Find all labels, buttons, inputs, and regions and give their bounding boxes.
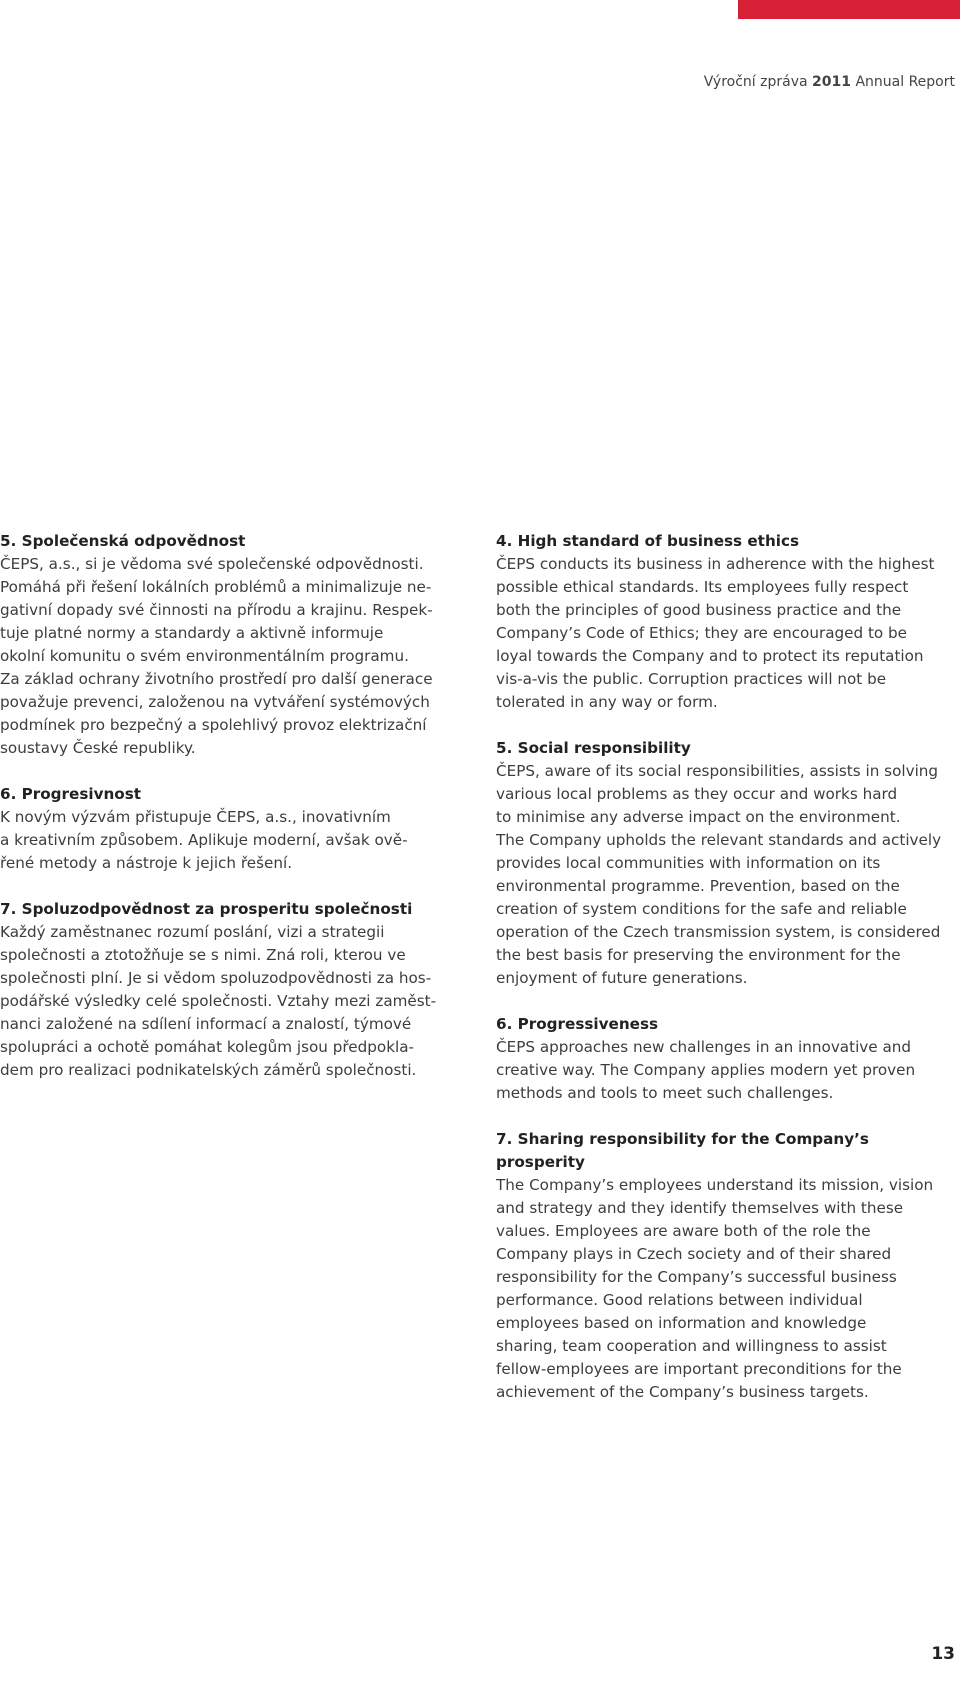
section-heading: 7. Spoluzodpovědnost za prosperitu společnosti: [0, 900, 413, 918]
cz-section-social-responsibility: [0, 530, 470, 760]
section-heading: 7. Sharing responsibility for the Company’s prosperity: [496, 1130, 869, 1171]
en-section-social-responsibility: [496, 737, 956, 990]
section-text: ČEPS conducts its business in adherence with the highest possible ethical standards. Its employees fully respect both the principles of good business practice and the Company’s Code of Ethics; they are encouraged to be loyal towards the Company and to protect its reputation vis-a-vis the public. Corruption practices will not be tolerated in any way or form.: [496, 555, 935, 711]
header-year: 2011: [812, 74, 852, 90]
en-section-shared-responsibility: [496, 1128, 956, 1404]
section-heading: 4. High standard of business ethics: [496, 532, 800, 550]
section-text: ČEPS, a.s., si je vědoma své společenské odpovědnosti. Pomáhá při řešení lokálních problémů a minimalizuje ne- gativní dopady své činnosti na přírodu a krajinu. Respek- tuje platné normy a standardy a aktivně informuje okolní komunitu o svém environmentálním programu. Za základ ochrany životního prostředí pro další generace považuje prevenci, založenou na vytváření systémových podmínek pro bezpečný a spolehlivý provoz elektrizační soustavy České republiky.: [0, 555, 433, 757]
czech-column: [0, 530, 470, 1105]
section-heading: 5. Social responsibility: [496, 739, 691, 757]
section-text: ČEPS, aware of its social responsibilities, assists in solving various local problems as they occur and works hard to minimise any adverse impact on the environment. The Company upholds the relevant standards and actively provides local communities with information on its environmental programme. Prevention, based on the creation of system conditions for the safe and reliable operation of the Czech transmission system, is considered the best basis for preserving the environment for the enjoyment of future generations.: [496, 762, 942, 987]
header-title-suffix: Annual Report: [855, 74, 955, 90]
en-section-progressiveness: [496, 1013, 956, 1105]
english-column: [496, 530, 956, 1427]
section-text: The Company’s employees understand its mission, vision and strategy and they identify themselves with these values. Employees are aware both of the role the Company plays in Czech society and of their shared responsibility for the Company’s successful business performance. Good relations between individual employees based on information and knowledge sharing, team cooperation and willingness to assist fellow-employees are important preconditions for the achievement of the Company’s business targets.: [496, 1176, 934, 1401]
section-text: Každý zaměstnanec rozumí poslání, vizi a strategii společnosti a ztotožňuje se s nimi. Zná roli, kterou ve společnosti plní. Je si vědom spoluzodpovědnosti za hos- podářské výsledky celé společnosti. Vztahy mezi zaměst- nanci založené na sdílení informací a znalostí, týmové spolupráci a ochotě pomáhat kolegům jsou předpokla- dem pro realizaci podnikatelských záměrů společnosti.: [0, 923, 437, 1079]
running-header: [704, 74, 955, 90]
page-number: 13: [931, 1644, 955, 1664]
cz-section-progressiveness: [0, 783, 470, 875]
section-text: K novým výzvám přistupuje ČEPS, a.s., inovativním a kreativním způsobem. Aplikuje moderní, avšak ově- řené metody a nástroje k jejich řešení.: [0, 808, 408, 872]
header-accent-bar: [738, 0, 960, 19]
section-heading: 6. Progressiveness: [496, 1015, 659, 1033]
header-title-prefix: Výroční zpráva: [703, 74, 808, 90]
cz-section-shared-responsibility: [0, 898, 470, 1082]
en-section-business-ethics: [496, 530, 956, 714]
section-text: ČEPS approaches new challenges in an innovative and creative way. The Company applies modern yet proven methods and tools to meet such challenges.: [496, 1038, 916, 1102]
section-heading: 6. Progresivnost: [0, 785, 142, 803]
section-heading: 5. Společenská odpovědnost: [0, 532, 246, 550]
